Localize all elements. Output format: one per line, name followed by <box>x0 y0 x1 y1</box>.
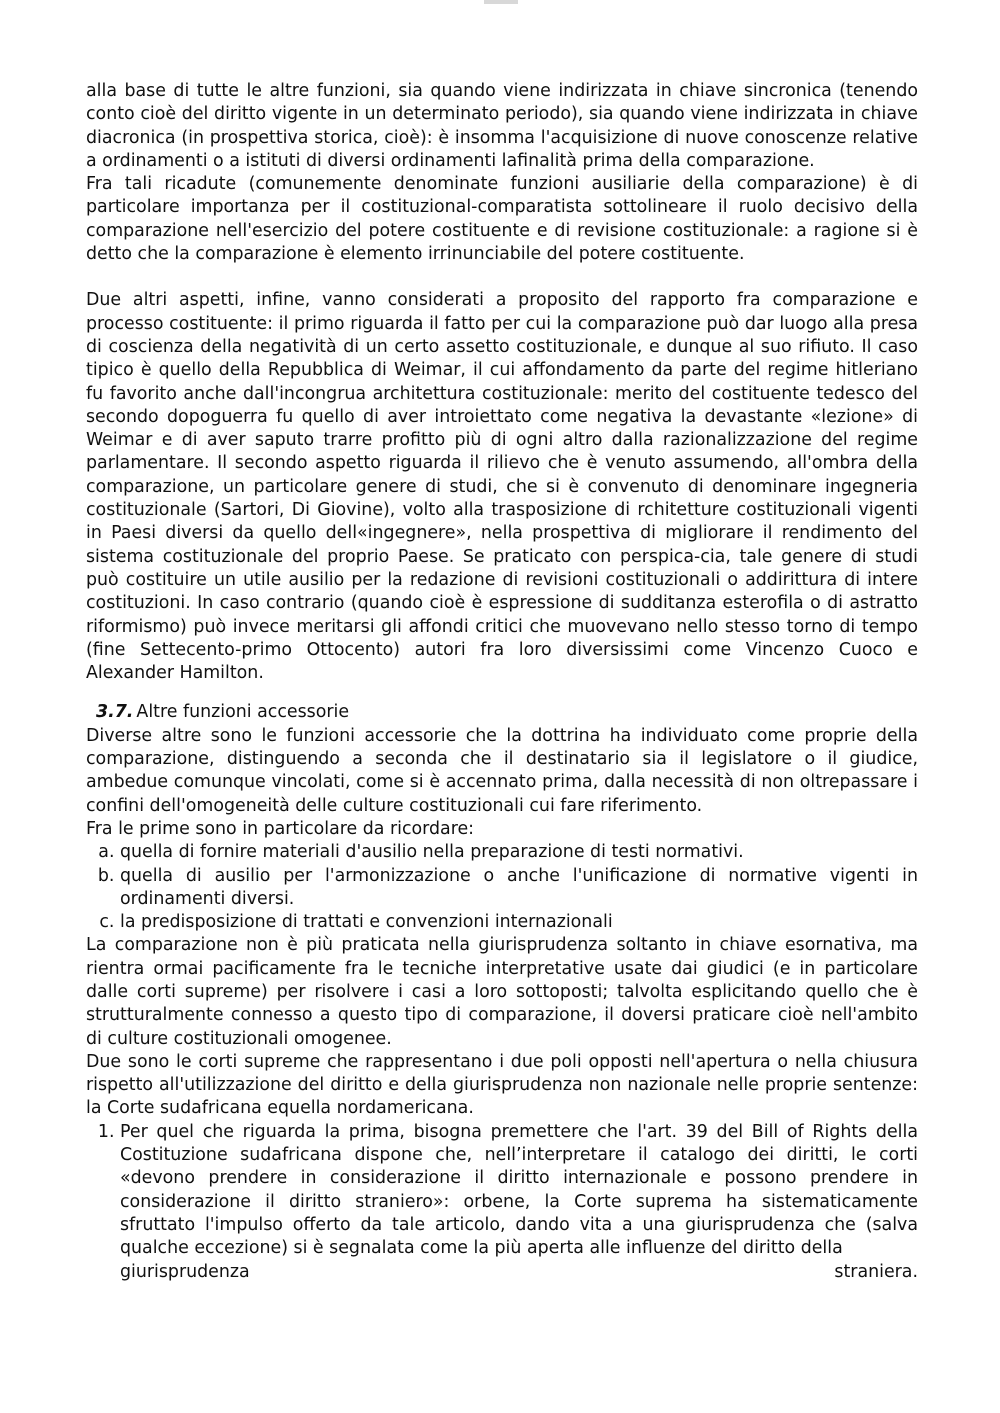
section-number: 3.7. <box>96 702 134 723</box>
paragraph-accessory-functions: Diverse altre sono le funzioni accessorie che la dottrina ha individuato come proprie della comparazione, distinguendo a seconda che il destinatario sia il legislatore o il giudice, ambedue comunque vincolati, come si è accennato prima, dalla necessità di non oltrepassare i confini dell'omogeneità delle culture costituzionali cui fare riferimento. <box>86 725 918 816</box>
paragraph-list-intro: Fra le prime sono in particolare da ricordare: <box>86 818 475 839</box>
list-item-a: a. quella di fornire materiali d'ausilio nella preparazione di testi normativi. <box>120 841 918 864</box>
list-item-b: b. quella di ausilio per l'armonizzazione o anche l'unificazione di normative vigenti in ordinamenti diversi. <box>120 865 918 912</box>
document-page <box>86 80 918 1284</box>
list-item-c: c. la predisposizione di trattati e convenzioni internazionali <box>120 911 918 934</box>
paragraph-jurisprudence: La comparazione non è più praticata nella giurisprudenza soltanto in chiave esornativa, ma rientra ormai pacificamente fra le tecniche interpretative usate dai giudici (e in particolare dalle corti supreme) per risolvere i casi a loro sottoposti; talvolta esplicitando quello che è strutturalmente connesso a questo tipo di comparazione, il doversi praticare cioè nell'ambito di culture costituzionali omogenee. <box>86 935 918 1049</box>
list-item-1-body: Per quel che riguarda la prima, bisogna premettere che l'art. 39 del Bill of Rights della Costituzione sudafricana dispone che, nell’interpretare il catalogo dei diritti, le corti «devono prendere in considerazione il diritto internazionale e possono prendere in considerazione il diritto straniero»: orbene, la Corte suprema ha sistematicamente sfruttato l'impulso offerto da tale articolo, dando vita a una giurisprudenza che (salva qualche eccezione) si è segnalata come la più aperta alle influenze del diritto della <box>120 1121 918 1259</box>
header-mark <box>484 0 518 4</box>
paragraph-gap <box>86 266 918 289</box>
section-title: Altre funzioni accessorie <box>136 702 350 723</box>
list-item-1-last-right: straniera. <box>834 1261 918 1282</box>
paragraph-intro: alla base di tutte le altre funzioni, sia quando viene indirizzata in chiave sincronica (tenendo conto cioè del diritto vigente in un determinato periodo), sia quando viene indirizzata in chiave diacronica (in prospettiva storica, cioè): è insomma l'acquisizione di nuove conoscenze relative a ordinamenti o a istituti di diversi ordinamenti lafinalità prima della comparazione. <box>86 81 918 171</box>
paragraph-ancillary-functions: Fra tali ricadute (comunemente denominate funzioni ausiliarie della comparazione) è di particolare importanza per il costituzional-comparatista sottolineare il ruolo decisivo della comparazione nell'esercizio del potere costituente e di revisione costituzionale: a ragione si è detto che la comparazione è elemento irrinunciabile del potere costituente. <box>86 174 918 265</box>
list-item-1 <box>120 1121 918 1284</box>
legislator-functions-list <box>86 841 918 934</box>
paragraph-two-aspects: Due altri aspetti, infine, vanno considerati a proposito del rapporto fra comparazione e processo costituente: il primo riguarda il fatto per cui la comparazione può dar luogo alla presa di coscienza della negatività di un certo assetto costituzionale, e dunque al suo rifiuto. Il caso tipico è quello della Repubblica di Weimar, il cui affondamento da parte del regime hitleriano fu favorito anche dall'incongrua architettura costituzionale: merito del costituente tedesco del secondo dopoguerra fu quello di aver introiettato come negativa la devastante «lezione» di Weimar e di aver saputo trarre profitto più di ogni altro dalla razionalizzazione del regime parlamentare. Il secondo aspetto riguarda il rilievo che è venuto assumendo, all'ombra della comparazione, un particolare genere di studi, che si è convenuto di denominare ingegneria costituzionale (Sartori, Di Giovine), volto alla trasposizione di rchitetture costituzionali vigenti in Paesi diversi da quello dell«ingegnere», nella prospettiva di migliorare il rendimento del sistema costituzionale del proprio Paese. Se praticato con perspica-cia, tale genere di studi può costituire un utile ausilio per la redazione di revisioni costituzionali o addirittura di intere costituzioni. In caso contrario (quando cioè è espressione di sudditanza esterofila o di astratto riformismo) può invece meritarsi gli affondi critici che muovevano nello stesso torno di tempo (fine Settecento-primo Ottocento) autori fra loro diversissimi come Vincenzo Cuoco e Alexander Hamilton. <box>86 290 918 684</box>
section-heading <box>86 701 918 724</box>
courts-list <box>86 1121 918 1284</box>
list-item-1-last-line <box>120 1261 918 1284</box>
paragraph-supreme-courts: Due sono le corti supreme che rappresentano i due poli opposti nell'apertura o nella chiusura rispetto all'utilizzazione del diritto e della giurisprudenza non nazionale nelle proprie sentenze: la Corte sudafricana equella nordamericana. <box>86 1051 918 1119</box>
list-item-1-last-left: giurisprudenza <box>120 1261 250 1282</box>
